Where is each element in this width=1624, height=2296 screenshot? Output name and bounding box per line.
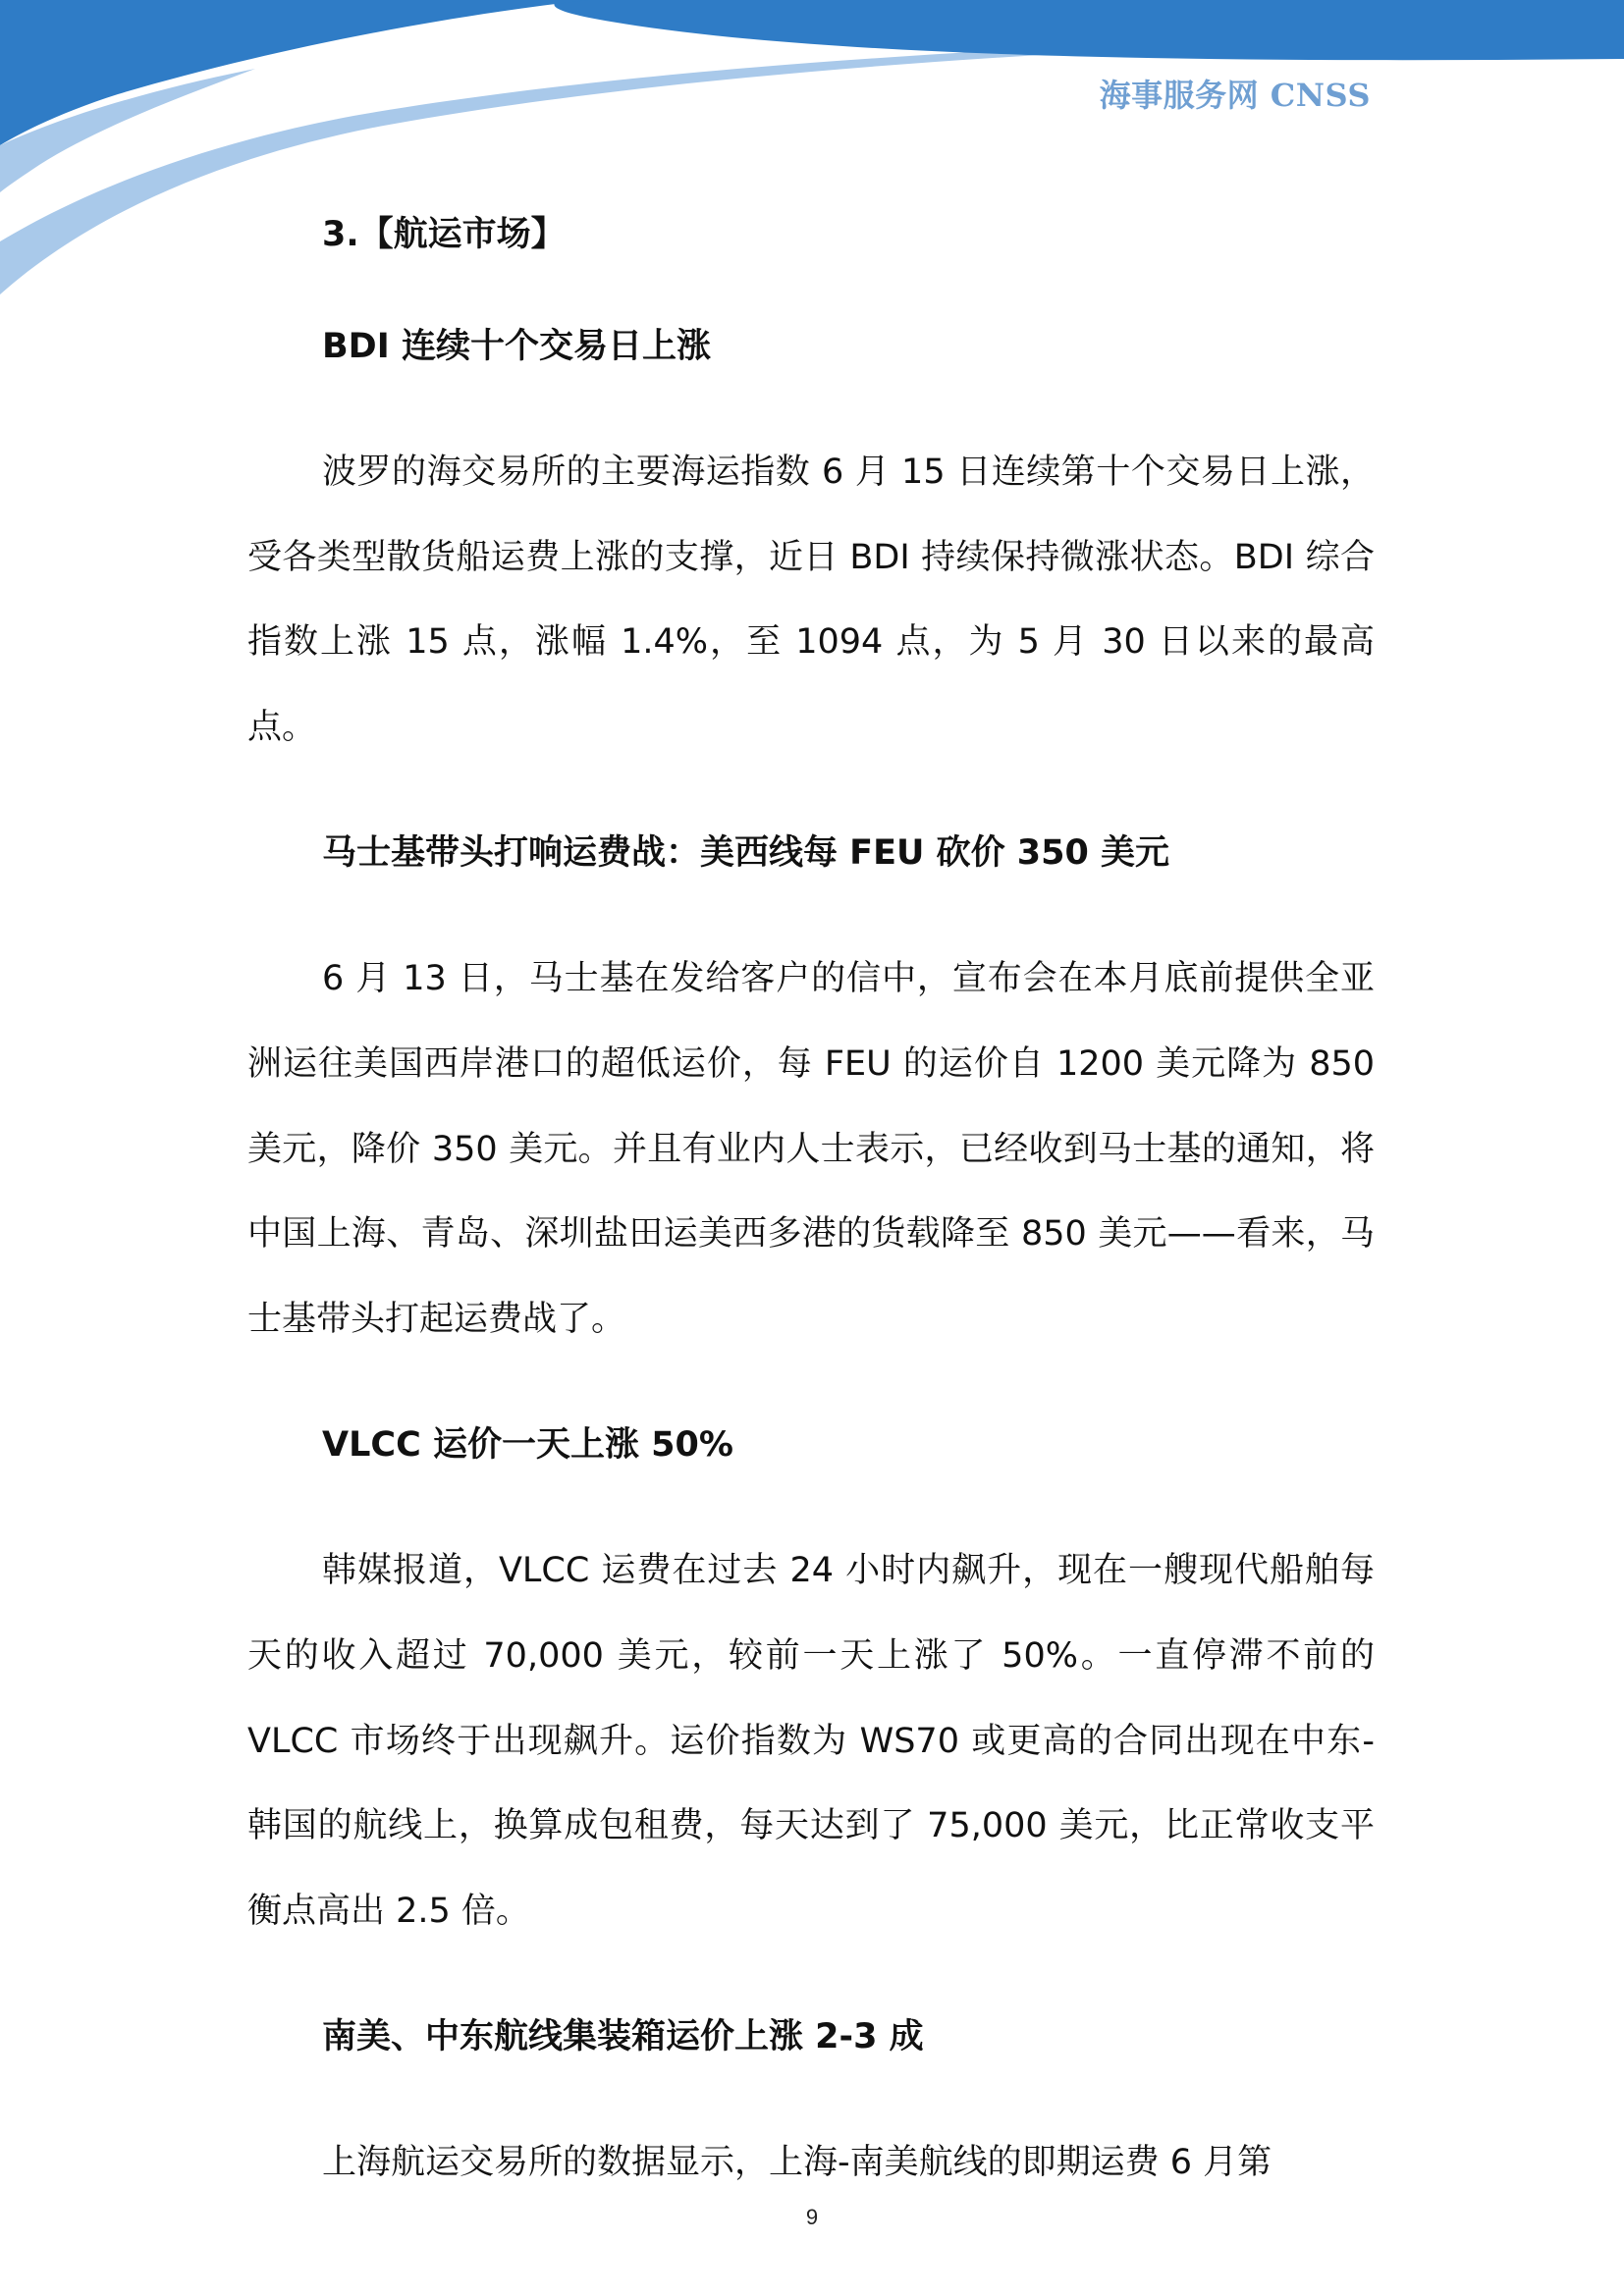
article-heading: BDI 连续十个交易日上涨 [322,327,711,366]
brand-name: 海事服务网 CNSS [1099,77,1371,114]
article-heading: VLCC 运价一天上涨 50% [322,1425,733,1466]
article-heading: 马士基带头打响运费战：美西线每 FEU 砍价 350 美元 [322,833,1170,874]
page-number: 9 [805,2205,819,2229]
article-paragraph: 上海航运交易所的数据显示，上海-南美航线的即期运费 6 月第 [322,2143,1272,2183]
section-title: 3.【航运市场】 [322,215,566,254]
article-heading: 南美、中东航线集装箱运价上涨 2-3 成 [322,2017,924,2057]
article-paragraph: 6 月 13 日，马士基在发给客户的信中，宣布会在本月底前提供全亚洲运往美国西岸港口的超低运价，每 FEU 的运价自 1200 美元降为 850 美元，降价 350 美元。并且有业内人士表示，已经收到马士基的通知，将中国上海、青岛、深圳盐田运美西多港的货载降至 850 美元——看来，马士基带头打起运费战了。 [247,959,1375,1339]
article-paragraph: 波罗的海交易所的主要海运指数 6 月 15 日连续第十个交易日上涨，受各类型散货船运费上涨的支撑，近日 BDI 持续保持微涨状态。BDI 综合指数上涨 15 点，涨幅 1.4%，至 1094 点，为 5 月 30 日以来的最高点。 [247,453,1375,747]
document-body [247,206,1375,2261]
article-paragraph: 韩媒报道，VLCC 运费在过去 24 小时内飙升，现在一艘现代船舶每天的收入超过 70,000 美元，较前一天上涨了 50%。一直停滞不前的 VLCC 市场终于出现飙升。运价指数为 WS70 或更高的合同出现在中东-韩国的航线上，换算成包租费，每天达到了 75,000 美元，比正常收支平衡点高出 2.5 倍。 [247,1551,1375,1931]
